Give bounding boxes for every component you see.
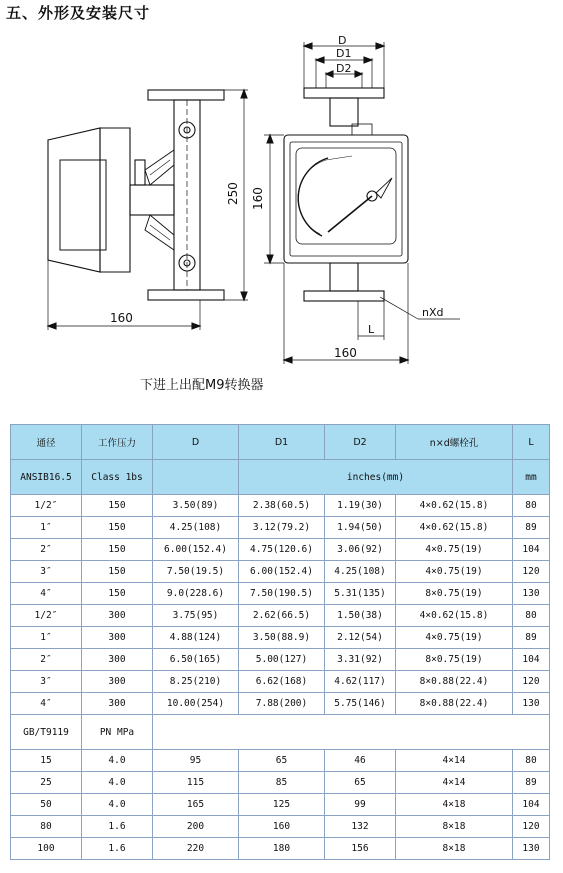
table-cell: 6.50(165) xyxy=(153,649,239,671)
standard-cell: GB/T9119 xyxy=(11,715,82,750)
table-cell: 104 xyxy=(513,539,550,561)
table-row xyxy=(11,649,550,671)
table-cell: 180 xyxy=(239,838,325,860)
pressure-unit-cell: Class 1bs xyxy=(82,460,153,495)
table-cell: 80 xyxy=(513,750,550,772)
table-cell: 4×0.62(15.8) xyxy=(396,495,513,517)
table-cell: 3.31(92) xyxy=(325,649,396,671)
table-cell: 4×0.62(15.8) xyxy=(396,605,513,627)
width-bottom-160-label: 160 xyxy=(334,346,357,360)
table-cell: 7.50(190.5) xyxy=(239,583,325,605)
spec-table-body xyxy=(11,425,550,860)
table-cell: 3.75(95) xyxy=(153,605,239,627)
table-cell: 1.94(50) xyxy=(325,517,396,539)
table-cell: 3.50(88.9) xyxy=(239,627,325,649)
table-cell: 8×0.75(19) xyxy=(396,583,513,605)
table-cell: 65 xyxy=(325,772,396,794)
table-cell: 104 xyxy=(513,649,550,671)
table-cell: 8×0.75(19) xyxy=(396,649,513,671)
table-cell: 15 xyxy=(11,750,82,772)
table-cell: 1.19(30) xyxy=(325,495,396,517)
table-cell: 80 xyxy=(11,816,82,838)
table-row xyxy=(11,794,550,816)
table-cell: 4.88(124) xyxy=(153,627,239,649)
empty-cell xyxy=(153,460,239,495)
table-cell: 8.25(210) xyxy=(153,671,239,693)
height-160-label: 160 xyxy=(251,187,265,210)
table-cell: 132 xyxy=(325,816,396,838)
height-250-label: 250 xyxy=(226,182,240,205)
table-cell: 50 xyxy=(11,794,82,816)
table-header-row xyxy=(11,425,550,460)
header-cell: n×d螺栓孔 xyxy=(396,425,513,460)
table-cell: 300 xyxy=(82,693,153,715)
table-row xyxy=(11,517,550,539)
ansi-standard-row xyxy=(11,460,550,495)
table-cell: 156 xyxy=(325,838,396,860)
table-cell: 3.06(92) xyxy=(325,539,396,561)
dimension-drawing xyxy=(0,22,563,394)
dim-d2-label: D2 xyxy=(336,62,352,75)
table-cell: 4.62(117) xyxy=(325,671,396,693)
table-cell: 4.25(108) xyxy=(153,517,239,539)
table-cell: 1″ xyxy=(11,517,82,539)
table-row xyxy=(11,838,550,860)
table-cell: 4×14 xyxy=(396,772,513,794)
table-cell: 6.62(168) xyxy=(239,671,325,693)
table-cell: 1/2″ xyxy=(11,605,82,627)
table-cell: 3.50(89) xyxy=(153,495,239,517)
table-cell: 4.0 xyxy=(82,772,153,794)
table-cell: 65 xyxy=(239,750,325,772)
table-cell: 150 xyxy=(82,539,153,561)
table-cell: 120 xyxy=(513,561,550,583)
table-cell: 6.00(152.4) xyxy=(153,539,239,561)
table-cell: 3.12(79.2) xyxy=(239,517,325,539)
table-cell: 7.50(19.5) xyxy=(153,561,239,583)
side-view xyxy=(48,90,248,330)
table-cell: 165 xyxy=(153,794,239,816)
header-cell: 工作压力 xyxy=(82,425,153,460)
table-cell: 80 xyxy=(513,495,550,517)
table-cell: 4.75(120.6) xyxy=(239,539,325,561)
table-cell: 4.25(108) xyxy=(325,561,396,583)
table-cell: 3″ xyxy=(11,561,82,583)
table-cell: 4×14 xyxy=(396,750,513,772)
table-cell: 1.6 xyxy=(82,816,153,838)
table-cell: 200 xyxy=(153,816,239,838)
header-cell: D1 xyxy=(239,425,325,460)
table-cell: 1″ xyxy=(11,627,82,649)
table-cell: 4″ xyxy=(11,583,82,605)
dim-d1-label: D1 xyxy=(336,47,352,60)
table-cell: 4×0.75(19) xyxy=(396,561,513,583)
table-cell: 89 xyxy=(513,517,550,539)
table-cell: 4.0 xyxy=(82,750,153,772)
table-row xyxy=(11,816,550,838)
pressure-unit-cell: PN MPa xyxy=(82,715,153,750)
table-cell: 4×0.75(19) xyxy=(396,539,513,561)
table-cell: 130 xyxy=(513,583,550,605)
table-cell: 85 xyxy=(239,772,325,794)
table-cell: 115 xyxy=(153,772,239,794)
table-cell: 220 xyxy=(153,838,239,860)
table-cell: 10.00(254) xyxy=(153,693,239,715)
table-row xyxy=(11,583,550,605)
table-cell: 3″ xyxy=(11,671,82,693)
table-row xyxy=(11,693,550,715)
table-cell: 300 xyxy=(82,649,153,671)
table-cell: 99 xyxy=(325,794,396,816)
table-row xyxy=(11,539,550,561)
table-cell: 89 xyxy=(513,772,550,794)
table-cell: 104 xyxy=(513,794,550,816)
table-row xyxy=(11,671,550,693)
table-cell: 8×18 xyxy=(396,838,513,860)
table-cell: 2.62(66.5) xyxy=(239,605,325,627)
width-left-160-label: 160 xyxy=(110,311,133,325)
table-cell: 150 xyxy=(82,561,153,583)
table-cell: 8×18 xyxy=(396,816,513,838)
table-cell: 130 xyxy=(513,693,550,715)
table-cell: 2″ xyxy=(11,539,82,561)
l-unit-cell: mm xyxy=(513,460,550,495)
table-cell: 5.75(146) xyxy=(325,693,396,715)
table-cell: 9.0(228.6) xyxy=(153,583,239,605)
table-cell: 6.00(152.4) xyxy=(239,561,325,583)
header-cell: D2 xyxy=(325,425,396,460)
dim-l-label: L xyxy=(368,323,375,336)
header-cell: D xyxy=(153,425,239,460)
header-cell: L xyxy=(513,425,550,460)
table-cell: 120 xyxy=(513,816,550,838)
table-row xyxy=(11,750,550,772)
table-cell: 4×0.75(19) xyxy=(396,627,513,649)
table-cell: 95 xyxy=(153,750,239,772)
table-cell: 150 xyxy=(82,517,153,539)
table-cell: 160 xyxy=(239,816,325,838)
table-cell: 5.31(135) xyxy=(325,583,396,605)
table-row xyxy=(11,495,550,517)
table-cell: 4″ xyxy=(11,693,82,715)
header-cell: 通径 xyxy=(11,425,82,460)
table-cell: 130 xyxy=(513,838,550,860)
table-cell: 1.6 xyxy=(82,838,153,860)
table-cell: 89 xyxy=(513,627,550,649)
empty-cell xyxy=(153,715,550,750)
table-row xyxy=(11,772,550,794)
table-cell: 300 xyxy=(82,671,153,693)
table-cell: 1.50(38) xyxy=(325,605,396,627)
table-cell: 120 xyxy=(513,671,550,693)
table-cell: 1/2″ xyxy=(11,495,82,517)
table-row xyxy=(11,561,550,583)
table-row xyxy=(11,627,550,649)
table-cell: 2.12(54) xyxy=(325,627,396,649)
standard-cell: ANSIB16.5 xyxy=(11,460,82,495)
table-cell: 4×18 xyxy=(396,794,513,816)
table-cell: 125 xyxy=(239,794,325,816)
table-cell: 2″ xyxy=(11,649,82,671)
spec-table xyxy=(10,424,550,860)
table-cell: 300 xyxy=(82,605,153,627)
table-cell: 8×0.88(22.4) xyxy=(396,693,513,715)
table-row xyxy=(11,605,550,627)
gb-standard-row xyxy=(11,715,550,750)
table-cell: 150 xyxy=(82,495,153,517)
dim-d-label: D xyxy=(338,34,347,47)
table-cell: 300 xyxy=(82,627,153,649)
table-cell: 7.88(200) xyxy=(239,693,325,715)
drawing-caption: 下进上出配M9转换器 xyxy=(140,378,264,393)
table-cell: 150 xyxy=(82,583,153,605)
dim-unit-cell: inches(mm) xyxy=(239,460,513,495)
table-cell: 46 xyxy=(325,750,396,772)
table-cell: 100 xyxy=(11,838,82,860)
table-cell: 80 xyxy=(513,605,550,627)
table-cell: 25 xyxy=(11,772,82,794)
table-cell: 4×0.62(15.8) xyxy=(396,517,513,539)
table-cell: 2.38(60.5) xyxy=(239,495,325,517)
section-title: 五、外形及安装尺寸 xyxy=(6,4,151,22)
table-cell: 4.0 xyxy=(82,794,153,816)
table-cell: 8×0.88(22.4) xyxy=(396,671,513,693)
dim-nxd-label: nXd xyxy=(422,306,444,319)
table-cell: 5.00(127) xyxy=(239,649,325,671)
